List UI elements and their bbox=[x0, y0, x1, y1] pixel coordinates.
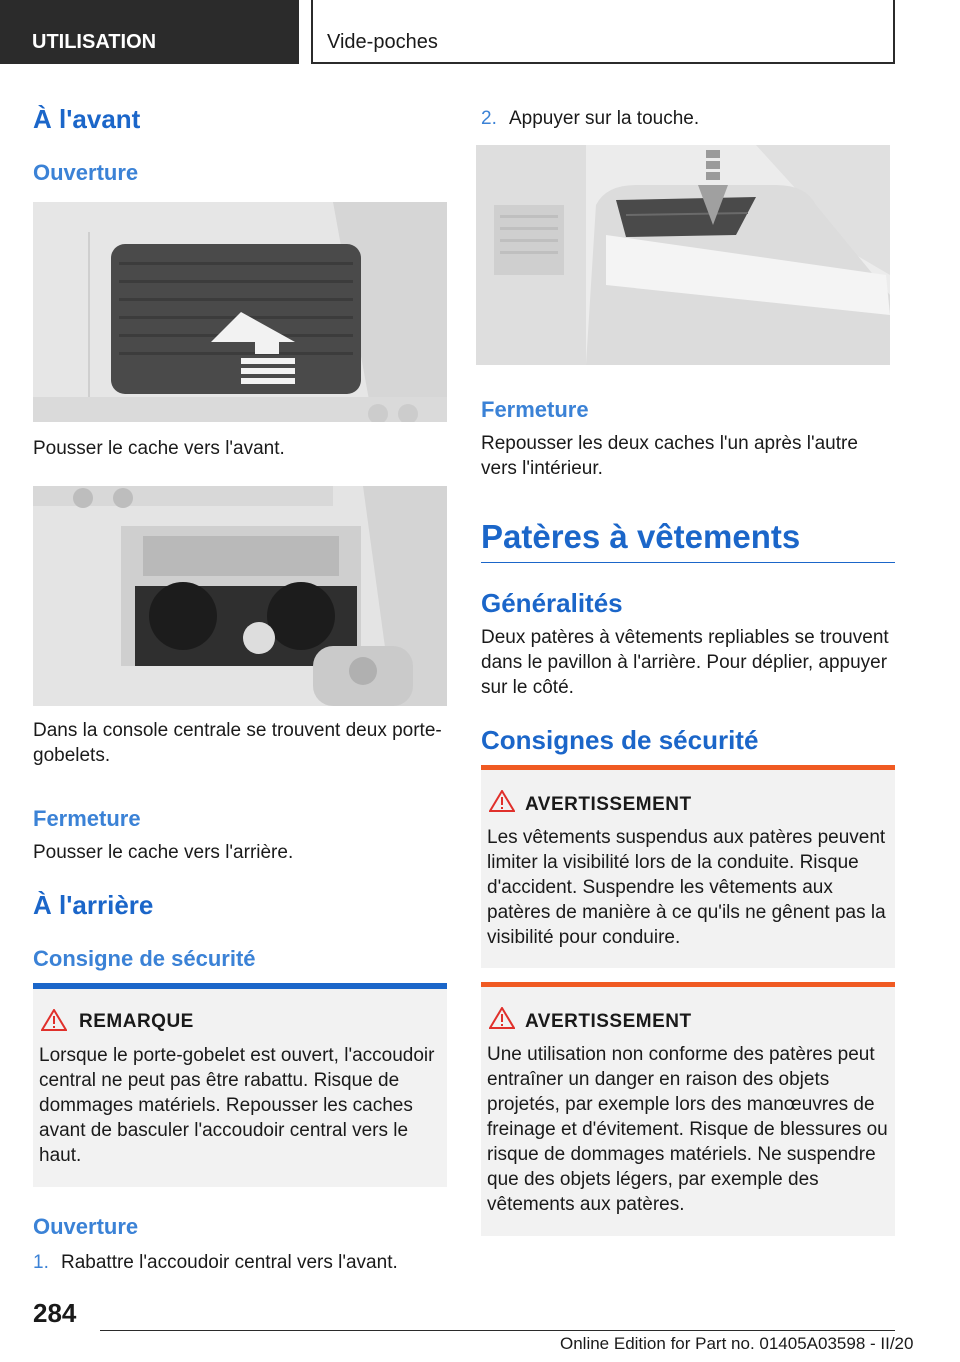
subtitle-safety-right: Consignes de sécurité bbox=[481, 725, 759, 755]
warning-1-box bbox=[481, 770, 895, 968]
warning-triangle-icon bbox=[489, 790, 515, 812]
text-general: Deux patères à vêtements repliables se trouvent dans le pavillon à l'arrière. Pour déplier, appuyer sur le côté. bbox=[481, 627, 889, 698]
notice-text: Lorsque le porte-gobelet est ouvert, l'accoudoir central ne peut pas être rabattu. Risque de dommages matériels. Repousser les caches avant de basculer l'accoudoir central vers le haut. bbox=[39, 1045, 435, 1166]
warning-2-text: Une utilisation non conforme des patères peut entraîner un danger en raison des objets projetés, par exemple lors des manœuvres de freinage et d'évitement. Risque de blessures ou risque de dommages matériels. Ne suspendre que des objets légers, par exemple des vêtements aux patères. bbox=[487, 1044, 888, 1215]
title-underline bbox=[481, 562, 895, 563]
page-number: 284 bbox=[33, 1298, 77, 1328]
step-2-number: 2. bbox=[481, 108, 497, 129]
title-coat-hooks: Patères à vêtements bbox=[481, 518, 801, 555]
header-section: UTILISATION bbox=[0, 0, 299, 64]
warning-2-box bbox=[481, 987, 895, 1236]
warning-1-text: Les vêtements suspendus aux patères peuvent limiter la visibilité lors de la conduite. Risque d'accident. Suspendre les vêtements aux patères de manière à ce qu'ils ne gênent pas la visibilité pour conduire. bbox=[487, 827, 886, 948]
warning-triangle-icon bbox=[41, 1009, 67, 1031]
front-cover-illustration bbox=[33, 202, 447, 422]
notice-title: REMARQUE bbox=[79, 1011, 194, 1032]
cupholders-illustration bbox=[33, 486, 447, 706]
title-rear: À l'arrière bbox=[33, 890, 154, 920]
warning-triangle-icon bbox=[489, 1007, 515, 1029]
image-front-cover bbox=[33, 202, 447, 422]
title-front: À l'avant bbox=[33, 104, 141, 134]
text-push-back: Pousser le cache vers l'arrière. bbox=[33, 842, 294, 863]
notice-box bbox=[33, 989, 447, 1187]
image-cupholders bbox=[33, 486, 447, 706]
subtitle-opening-rear: Ouverture bbox=[33, 1214, 139, 1239]
warning-2-title: AVERTISSEMENT bbox=[525, 1011, 692, 1032]
image-rear-armrest bbox=[476, 145, 890, 365]
subtitle-opening: Ouverture bbox=[33, 160, 139, 185]
text-push-front: Pousser le cache vers l'avant. bbox=[33, 438, 285, 459]
footer-edition: Online Edition for Part no. 01405A03598 - II/20 bbox=[560, 1334, 914, 1353]
subtitle-general: Généralités bbox=[481, 588, 623, 618]
subtitle-safety-left: Consigne de sécurité bbox=[33, 946, 256, 971]
rear-armrest-illustration bbox=[476, 145, 890, 365]
step-2-text: Appuyer sur la touche. bbox=[509, 108, 700, 129]
warning-1-title: AVERTISSEMENT bbox=[525, 794, 692, 815]
header-chapter: Vide-poches bbox=[311, 0, 895, 64]
step-1-number: 1. bbox=[33, 1252, 49, 1273]
text-cupholders: Dans la console centrale se trouvent deux porte-gobelets. bbox=[33, 720, 442, 766]
subtitle-closing-left: Fermeture bbox=[33, 806, 141, 831]
footer-rule bbox=[100, 1330, 895, 1331]
text-closing-right: Repousser les deux caches l'un après l'autre vers l'intérieur. bbox=[481, 433, 858, 479]
step-1-text: Rabattre l'accoudoir central vers l'avant. bbox=[61, 1252, 398, 1273]
subtitle-closing-right: Fermeture bbox=[481, 397, 589, 422]
